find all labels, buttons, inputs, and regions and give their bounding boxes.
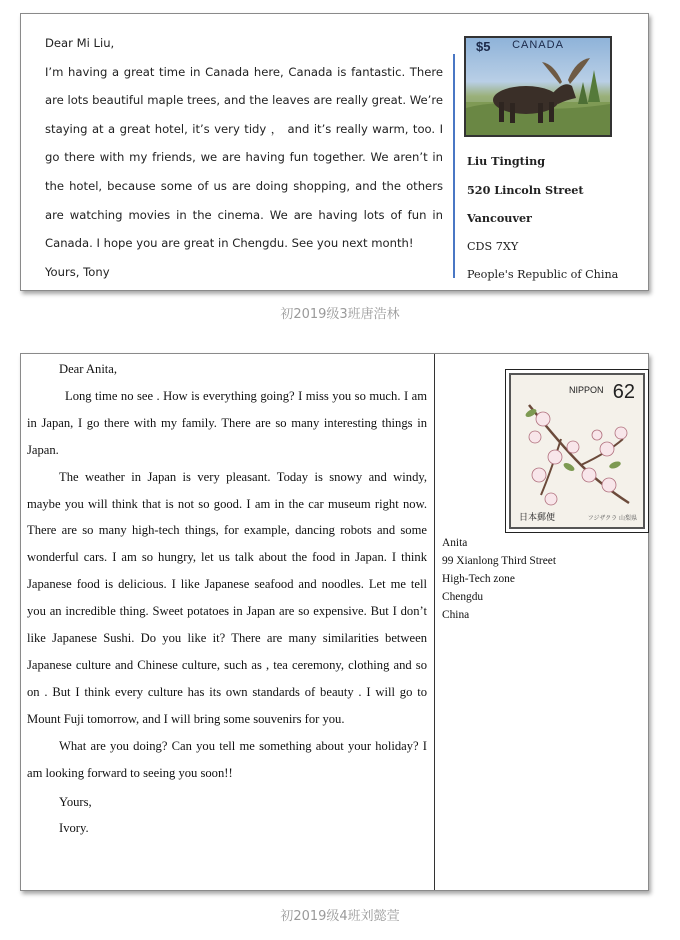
address-divider [453,54,455,278]
stamp-country: NIPPON [569,385,604,395]
closing: Yours, Tony [45,264,110,279]
stamp-value: 62 [612,381,635,403]
postcard-japan [20,353,649,891]
address-line: CDS 7XY [467,239,519,253]
postcard-message [45,29,443,286]
japan-cherry-blossom-stamp [509,373,645,529]
paragraph: What are you doing? Can you tell me something about your holiday? I am looking forward to seeing you soon!! [27,738,427,780]
signature: Ivory. [59,821,89,836]
caption-author: 初2019级4班刘懿萱 [280,909,400,924]
canada-moose-stamp [464,36,612,137]
address-line: Liu Tingting [467,154,546,168]
stamp-country-japanese: 日本郵便 [519,513,556,523]
address-line: 520 Lincoln Street [467,182,584,197]
address-line: High-Tech zone [442,573,515,585]
message-body: I’m having a great time in Canada here, Canada is fantastic. There are lots beautiful maple trees, and the leaves are really great. We’re staying at a great hotel, it’s very tidy ， and it’s really warm, too. I go there with my friends, we are having fun together. We aren’t in the hotel, because some of us are doing shopping, and the others are watching movies in the cinema. We are having lots of fun in Canada. I hope you are great in Chengdu. See you next month! [45,64,443,251]
closing: Yours, [59,794,92,809]
paragraph: Long time no see . How is everything going? I miss you so much. I am in Japan, I go there with my family. There are so many interesting things in Japan. [27,388,427,457]
caption-author: 初2019级3班唐浩林 [280,307,400,322]
greeting: Dear Anita, [59,362,118,376]
address-line: China [442,609,470,621]
stamp-country: CANADA [512,39,564,51]
paragraph: The weather in Japan is very pleasant. Today is snowy and windy, maybe you will think that is not so good. I am in the car museum right now. There are so many high-tech things, for example, dancing robots and some wonderful cars. I am so hungry, let us talk about the food in Japan. I think Japanese food is delicious. I like Japanese seafood and noodles. Let me tell you an incredible thing. Sweet potatoes in Japan are so expensive. But I don’t like Japanese Sushi. Do you like it? There are many similarities between Japanese culture and Chinese culture, such as , tea ceremony, clothing and so on . But I think every culture has its own standards of beauty . I will go to Mount Fuji tomorrow, and I will bring some souvenirs for you. [27,469,427,726]
postcard-canada [20,13,649,291]
stamp-caption: フジザクラ 山梨県 [587,515,637,522]
address-line: Anita [442,537,468,549]
address-divider [434,354,435,890]
recipient-address [442,534,556,624]
greeting: Dear Mi Liu, [45,36,115,50]
address-line: 99 Xianlong Third Street [442,555,556,567]
stamp-value: $5 [476,39,491,54]
address-line: Vancouver [467,211,532,226]
address-line: People's Republic of China [467,268,619,282]
address-line: Chengdu [442,591,484,603]
recipient-address [467,147,618,290]
postcard-message [27,356,427,842]
